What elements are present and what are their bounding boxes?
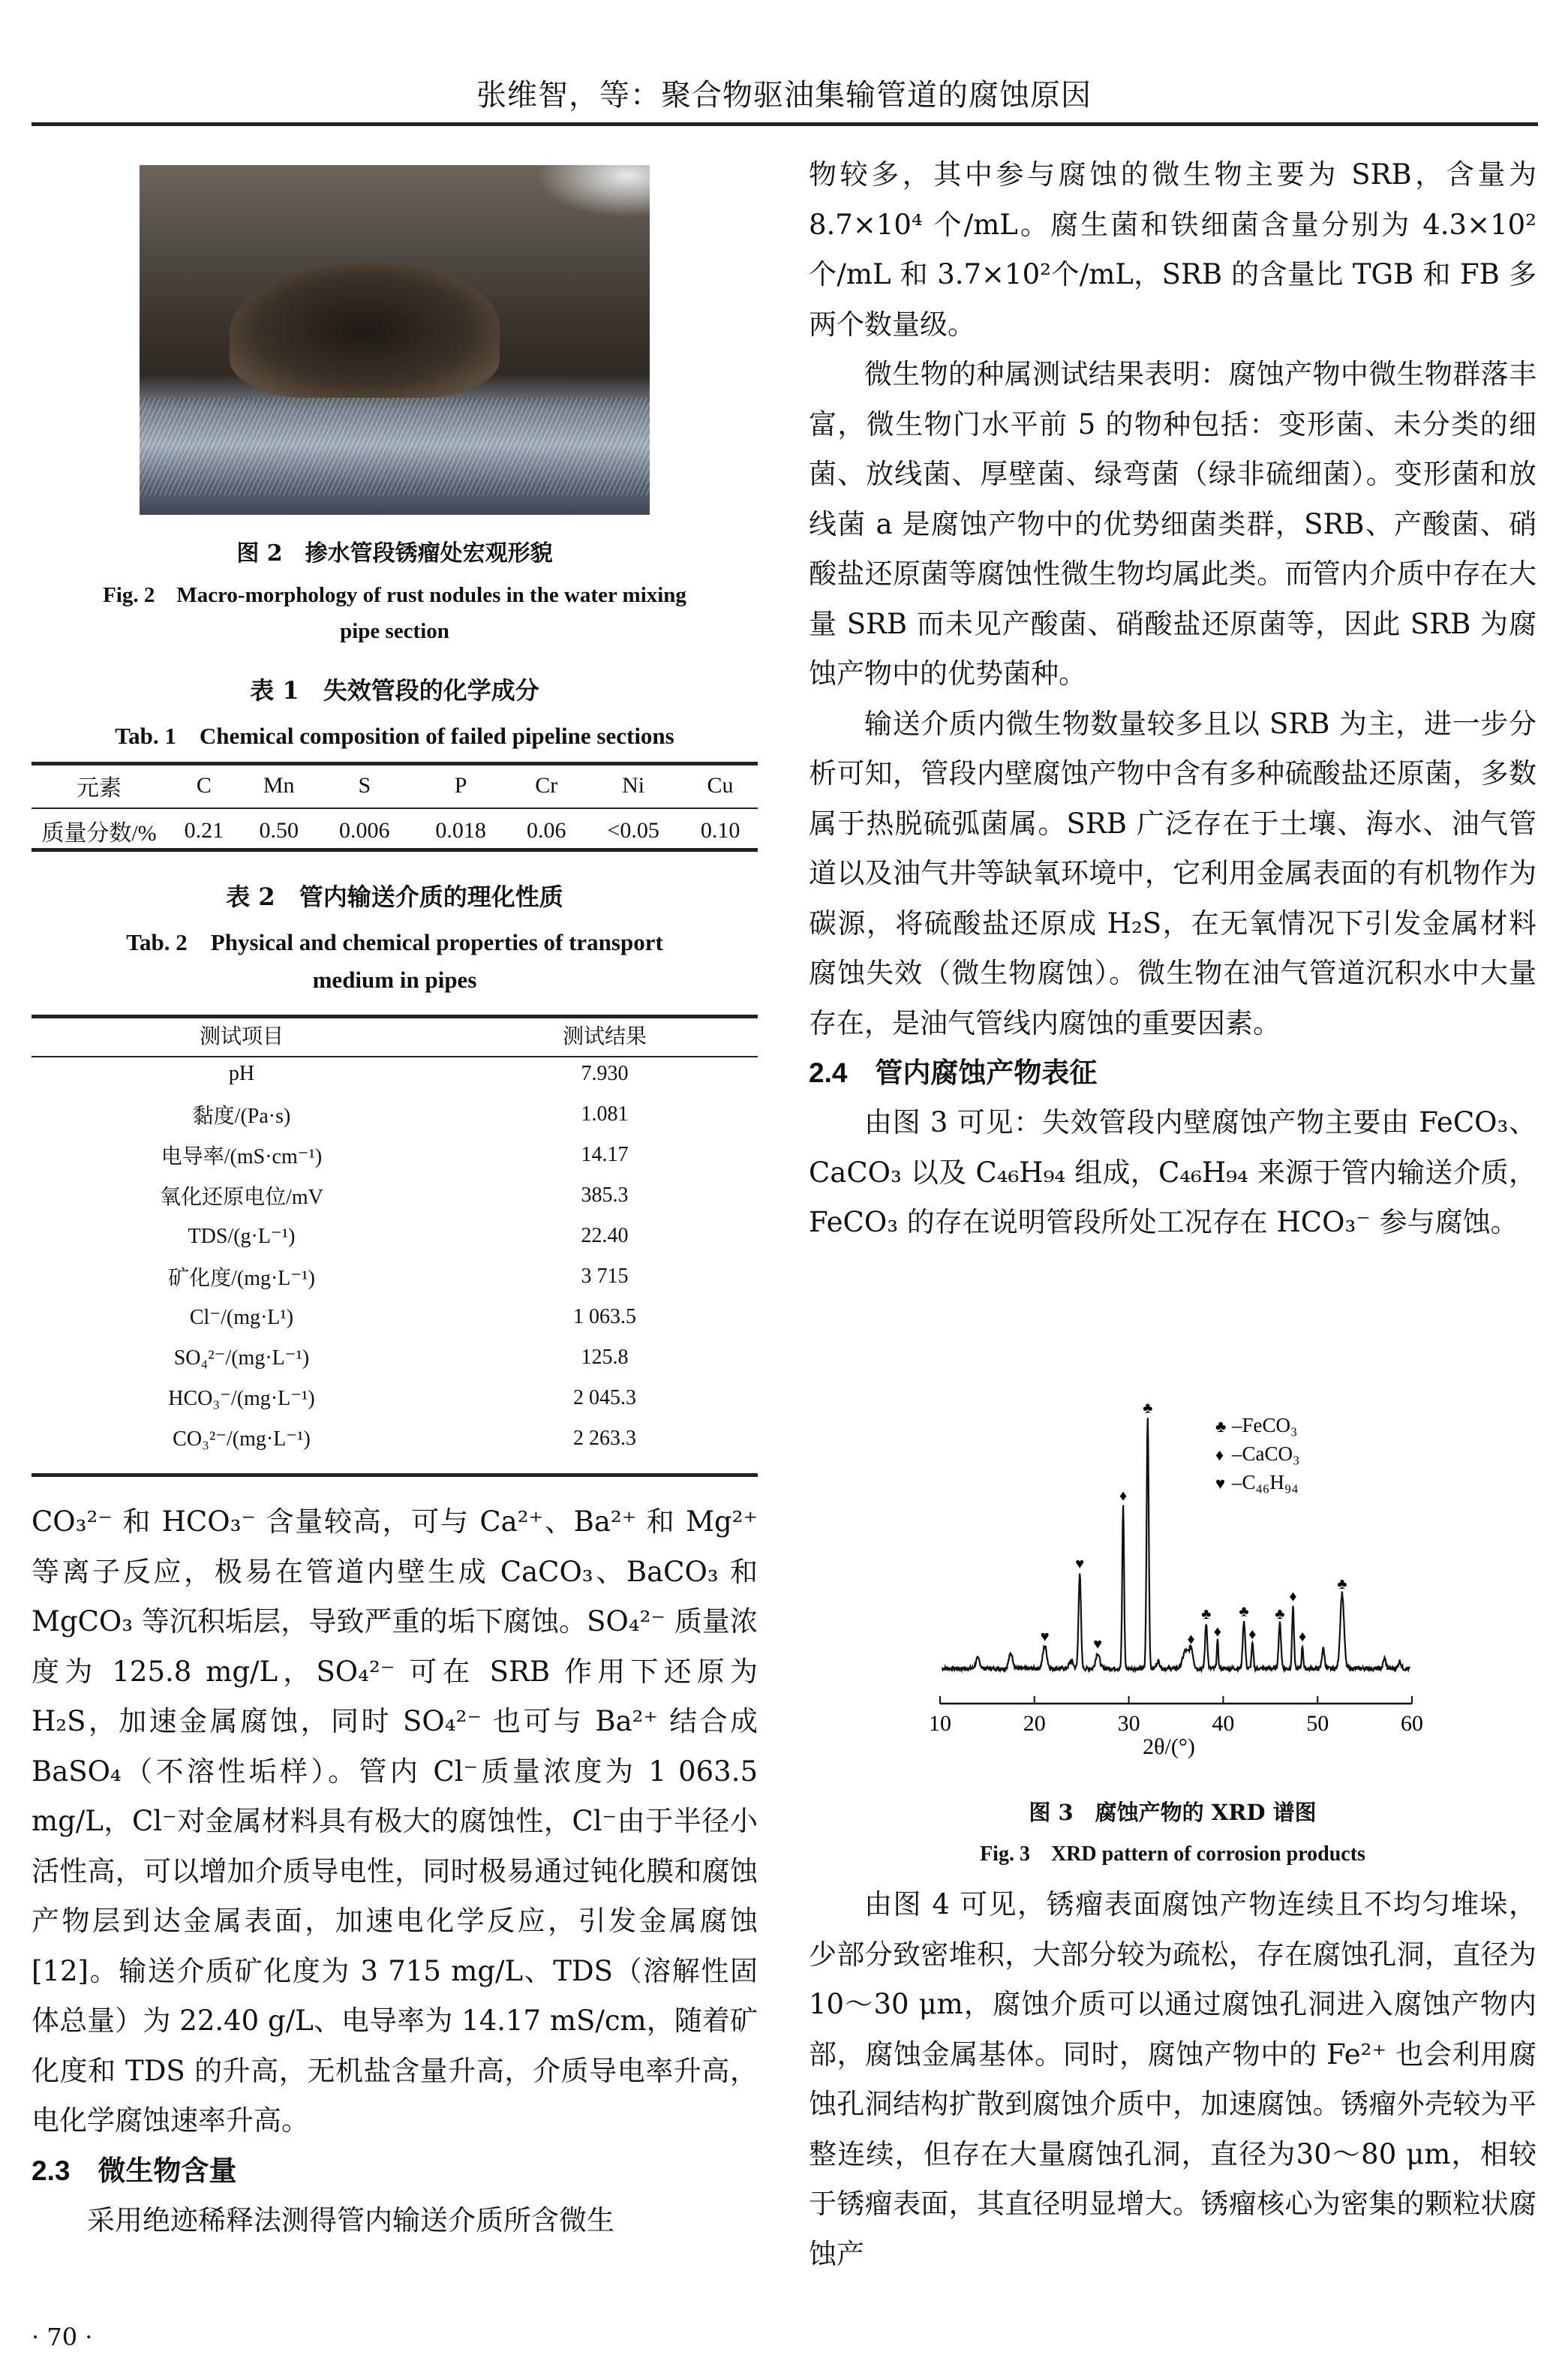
pipe-wall-streaks: [140, 398, 650, 495]
peak-marker-CaCO3: ♦: [1187, 1631, 1195, 1648]
table-1-mid-rule: [32, 808, 758, 809]
figure-3-caption-en: Fig. 3 XRD pattern of corrosion products: [980, 1842, 1365, 1866]
table-1-header-cell: P: [454, 773, 467, 798]
table-2-item-cell: TDS/(g·L⁻¹): [188, 1225, 296, 1248]
table-2-row: [32, 1297, 758, 1337]
body-paragraph: 微生物的种属测试结果表明：腐蚀产物中微生物群落丰富，微生物门水平前 5 的物种包括：变形菌、未分类的细菌、放线菌、厚壁菌、绿弯菌（绿非硫细菌）。变形菌和放线菌 a 是腐蚀产物中的优势细菌类群，SRB、产酸菌、硝酸盐还原菌等腐蚀性微生物均属此类。而管内介质中存在大量 SRB 而未见产酸菌、硝酸盐还原菌等，因此 SRB 为腐蚀产物中的优势菌种。: [809, 358, 1536, 690]
header-rule: [32, 122, 1538, 126]
table-2: [32, 1016, 758, 1459]
chart-legend: [1215, 1414, 1299, 1493]
table-2-item-cell: 矿化度/(mg·L⁻¹): [168, 1267, 315, 1290]
body-paragraph: 由图 3 可见：失效管段内壁腐蚀产物主要由 FeCO₃、CaCO₃ 以及 C₄₆H₉₄ 组成，C₄₆H₉₄ 来源于管内输送介质，FeCO₃ 的存在说明管段所处工况存在 HCO₃⁻ 参与腐蚀。: [809, 1106, 1536, 1238]
table-1-row: [32, 808, 758, 853]
table-2-header-cell: 测试项目: [199, 1025, 284, 1048]
legend-symbol-CaCO3: ♦: [1215, 1445, 1224, 1464]
table-2-value-cell: 125.8: [581, 1346, 629, 1369]
legend-label-CaCO3: –CaCO₃: [1232, 1442, 1300, 1465]
photo-glare: [537, 165, 650, 218]
table-2-header-row: [32, 1016, 758, 1054]
x-tick-label: 10: [929, 1711, 951, 1736]
table-2-item-cell: Cl⁻/(mg·L¹): [189, 1306, 294, 1329]
xrd-chart: [921, 1388, 1431, 1779]
table-2-mid-rule: [32, 1056, 758, 1057]
legend-label-C46H94: –C₄₆H₉₄: [1232, 1471, 1299, 1493]
table-1-cell: 0.006: [339, 818, 390, 843]
peak-marker-CaCO3: ♦: [1289, 1588, 1297, 1605]
rust-nodule: [230, 263, 500, 398]
table-1-header-cell: 元素: [77, 776, 122, 801]
table-2-value-cell: 1.081: [581, 1102, 629, 1126]
page-number: · 70 ·: [32, 2323, 93, 2351]
left-body: [32, 1497, 758, 2245]
table-2-value-cell: 3 715: [581, 1265, 629, 1288]
table-2-value-cell: 385.3: [581, 1183, 629, 1207]
table-1-cell: <0.05: [607, 818, 659, 843]
right-body-top: [809, 150, 1536, 1248]
legend-symbol-FeCO3: ♣: [1215, 1417, 1227, 1436]
table-2-row: [32, 1175, 758, 1216]
table-2-title-en-2: medium in pipes: [312, 967, 477, 993]
peak-marker-FeCO3: ♣: [1275, 1606, 1285, 1623]
x-axis-label: 2θ/(°): [1143, 1734, 1195, 1759]
table-1-header-row: [32, 763, 758, 808]
x-tick-label: 40: [1212, 1711, 1235, 1736]
right-body-bottom: [809, 1880, 1536, 2279]
xrd-pattern-line: [942, 1418, 1410, 1671]
table-2-row: [32, 1337, 758, 1378]
x-tick-label: 20: [1023, 1711, 1046, 1736]
peak-marker-CaCO3: ♦: [1119, 1487, 1128, 1505]
figure-3-caption-cn: 图 3 腐蚀产物的 XRD 谱图: [1029, 1800, 1317, 1825]
table-1-cell: 0.50: [259, 818, 299, 843]
legend-label-FeCO3: –FeCO₃: [1232, 1414, 1298, 1436]
body-paragraph: 采用绝迹稀释法测得管内输送介质所含微生: [87, 2203, 614, 2236]
table-2-value-cell: 1 063.5: [573, 1305, 636, 1328]
table-1-title-en: Tab. 1 Chemical composition of failed pipeline sections: [115, 723, 674, 749]
legend-symbol-C46H94: ♥: [1215, 1474, 1226, 1493]
table-2-row: [32, 1216, 758, 1256]
table-1-header-cell: S: [358, 773, 371, 798]
x-tick-label: 60: [1401, 1711, 1423, 1736]
table-2-value-cell: 2 263.3: [573, 1427, 636, 1450]
peak-marker-FeCO3: ♣: [1143, 1400, 1153, 1417]
table-2-row: [32, 1256, 758, 1297]
table-2-header-cell: 测试结果: [562, 1025, 647, 1048]
table-2-row: [32, 1378, 758, 1418]
x-tick-label: 50: [1306, 1711, 1329, 1736]
table-1-header-cell: Cr: [535, 773, 558, 798]
table-2-item-cell: HCO₃⁻/(mg·L⁻¹): [168, 1387, 315, 1410]
table-2-row: [32, 1135, 758, 1175]
table-2-title-en-1: Tab. 2 Physical and chemical properties of transport: [126, 929, 663, 955]
table-2-value-cell: 14.17: [581, 1143, 629, 1166]
peak-marker-CaCO3: ♦: [1248, 1626, 1257, 1643]
table-1-header-cell: Cu: [707, 773, 734, 798]
figure-2-photo: [140, 165, 650, 515]
table-2-title-cn: 表 2 管内输送介质的理化性质: [226, 883, 563, 911]
table-2-value-cell: 22.40: [581, 1224, 629, 1247]
table-1-title-cn: 表 1 失效管段的化学成分: [250, 676, 539, 705]
table-2-value-cell: 7.930: [581, 1062, 629, 1085]
table-2-item-cell: SO₄²⁻/(mg·L⁻¹): [173, 1346, 310, 1370]
body-paragraph: CO₃²⁻ 和 HCO₃⁻ 含量较高，可与 Ca²⁺、Ba²⁺ 和 Mg²⁺等离子反应，极易在管道内壁生成 CaCO₃、BaCO₃ 和 MgCO₃ 等沉积垢层，导致严重的垢下腐蚀。SO₄²⁻ 质量浓度为 125.8 mg/L，SO₄²⁻ 可在 SRB 作用下还原为 H₂S，加速金属腐蚀，同时 SO₄²⁻ 也可与 Ba²⁺ 结合成 BaSO₄（不溶性垢样）。管内 Cl⁻质量浓度为 1 063.5 mg/L，Cl⁻对金属材料具有极大的腐蚀性，Cl⁻由于半径小活性高，可以增加介质导电性，同时极易通过钝化膜和腐蚀产物层到达金属表面，加速电化学反应，引发金属腐蚀[12]。输送介质矿化度为 3 715 mg/L、TDS（溶解性固体总量）为 22.40 g/L、电导率为 14.17 mS/cm，随着矿化度和 TDS 的升高，无机盐含量升高，介质导电率升高，电化学腐蚀速率升高。: [32, 1505, 758, 2137]
peak-marker-C46H94: ♥: [1040, 1629, 1050, 1646]
table-1-header-cell: Ni: [622, 773, 645, 798]
figure-2-caption-en-1: Fig. 2 Macro-morphology of rust nodules in the water mixing: [103, 583, 686, 607]
table-2-item-cell: 黏度/(Pa·s): [192, 1105, 291, 1128]
table-2-item-cell: 电导率/(mS·cm⁻¹): [161, 1145, 323, 1168]
body-paragraph: 物较多，其中参与腐蚀的微生物主要为 SRB，含量为 8.7×10⁴ 个/mL。腐生菌和铁细菌含量分别为 4.3×10²个/mL 和 3.7×10²个/mL，SRB 的含量比 TGB 和 FB 多两个数量级。: [809, 158, 1536, 341]
figure-2-caption-en-2: pipe section: [340, 619, 449, 643]
table-1-header-cell: Mn: [263, 773, 295, 798]
peak-marker-FeCO3: ♣: [1337, 1575, 1347, 1593]
x-axis: [929, 1696, 1423, 1736]
table-2-row: [32, 1094, 758, 1135]
table-2-bottom-rule: [32, 1473, 758, 1477]
body-paragraph: 输送介质内微生物数量较多且以 SRB 为主，进一步分析可知，管段内壁腐蚀产物中含有多种硫酸盐还原菌，多数属于热脱硫弧菌属。SRB 广泛存在于土壤、海水、油气管道以及油气井等缺氧环境中，它利用金属表面的有机物作为碳源，将硫酸盐还原成 H₂S，在无氧情况下引发金属材料腐蚀失效（微生物腐蚀）。微生物在油气管道沉积水中大量存在，是油气管线内腐蚀的重要因素。: [809, 707, 1536, 1039]
body-paragraph: 由图 4 可见，锈瘤表面腐蚀产物连续且不均匀堆垛，少部分致密堆积，大部分较为疏松，存在腐蚀孔洞，直径为 10～30 μm，腐蚀介质可以通过腐蚀孔洞进入腐蚀产物内部，腐蚀金属基体。同时，腐蚀产物中的 Fe²⁺ 也会利用腐蚀孔洞结构扩散到腐蚀介质中，加速腐蚀。锈瘤外壳较为平整连续，但存在大量腐蚀孔洞，直径为30～80 μm，相较于锈瘤表面，其直径明显增大。锈瘤核心为密集的颗粒状腐蚀产: [809, 1888, 1536, 2270]
table-1-cell: 0.06: [526, 818, 566, 843]
table-1-bottom-rule: [32, 848, 758, 852]
table-2-item-cell: CO₃²⁻/(mg·L⁻¹): [173, 1427, 311, 1451]
section-heading-2-3: 2.3 微生物含量: [32, 2155, 237, 2186]
table-1-cell: 0.21: [184, 818, 224, 843]
peak-marker-C46H94: ♥: [1093, 1636, 1103, 1653]
figure-2-caption-cn: 图 2 掺水管段锈瘤处宏观形貌: [236, 540, 553, 567]
x-tick-label: 30: [1117, 1711, 1140, 1736]
peak-marker-CaCO3: ♦: [1298, 1629, 1307, 1646]
table-2-row: [32, 1418, 758, 1459]
table-2-item-cell: 氧化还原电位/mV: [160, 1186, 323, 1209]
peak-marker-FeCO3: ♣: [1239, 1603, 1249, 1620]
running-header: 张维智，等：聚合物驱油集输管道的腐蚀原因: [476, 78, 1092, 113]
table-2-row: [32, 1054, 758, 1094]
peak-marker-CaCO3: ♦: [1213, 1623, 1221, 1641]
section-heading-2-4: 2.4 管内腐蚀产物表征: [809, 1057, 1098, 1088]
peak-marker-FeCO3: ♣: [1201, 1606, 1212, 1623]
table-2-value-cell: 2 045.3: [573, 1386, 636, 1409]
table-1-cell: 0.018: [435, 818, 486, 843]
table-2-item-cell: pH: [228, 1062, 255, 1085]
table-1-cell: 质量分数/%: [41, 821, 157, 846]
xrd-marks: [942, 1400, 1410, 1671]
table-1-header-cell: C: [196, 773, 212, 798]
table-1-cell: 0.10: [700, 818, 740, 843]
peak-marker-C46H94: ♥: [1075, 1556, 1085, 1572]
